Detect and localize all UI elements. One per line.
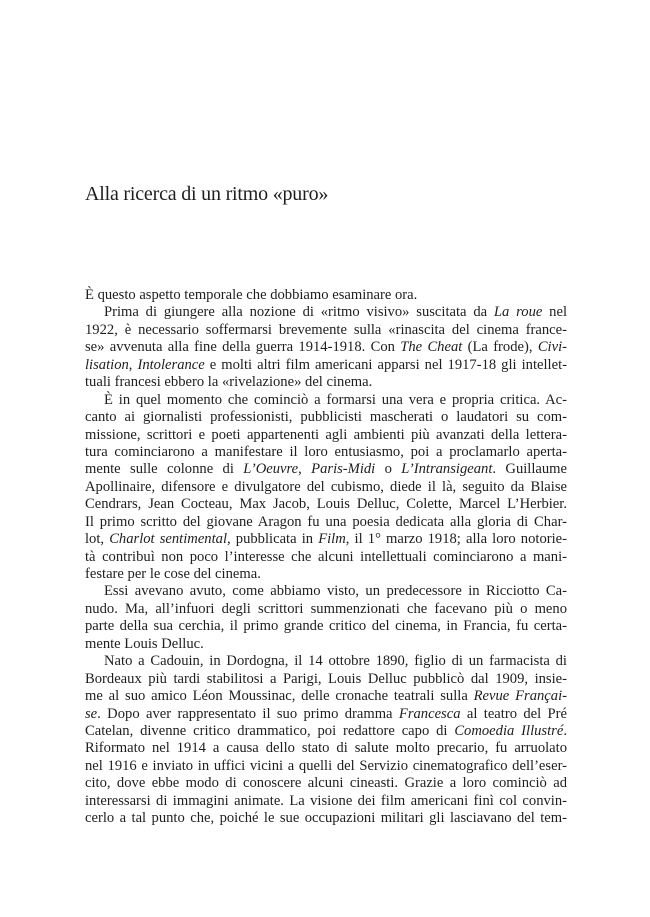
- text-line: [85, 514, 567, 531]
- text-line: [85, 357, 567, 374]
- text-segment: .: [563, 722, 567, 739]
- text-line: [85, 653, 567, 670]
- italic-title: L’Oeuvre: [243, 461, 299, 478]
- text-segment: , il 1° marzo 1918; alla loro notorie-: [345, 531, 568, 548]
- text-line: [85, 740, 567, 757]
- text-segment: , pubblicata in: [227, 531, 319, 548]
- text-segment: Cendrars, Jean Cocteau, Max Jacob, Louis Delluc, Colette, Marcel L’Herbier.: [85, 496, 567, 513]
- text-segment: tà contribuì non poco l’interesse che alcuni intellettuali cominciarono a mani-: [85, 548, 567, 565]
- italic-title: Charlot sentimental: [109, 531, 228, 548]
- text-line: [85, 758, 567, 775]
- italic-title: Civi-: [537, 339, 567, 356]
- text-segment: al teatro del Pré: [460, 705, 567, 722]
- text-segment: Riformato nel 1914 a causa dello stato di salute molto precario, fu arruolato: [85, 740, 567, 757]
- italic-title: L’Intransigeant: [401, 461, 493, 478]
- text-line: [85, 374, 567, 391]
- italic-title: Paris-Midi: [311, 461, 376, 478]
- text-segment: 1922, è necessario soffermarsi brevemente sulla «rinascita del cinema france-: [85, 321, 567, 338]
- text-segment: lot,: [85, 531, 110, 548]
- text-segment: tuali francesi ebbero la «rivelazione» del cinema.: [85, 374, 373, 391]
- text-line: [85, 601, 567, 618]
- italic-title: Francesca: [398, 705, 461, 722]
- text-segment: Essi avevano avuto, come abbiamo visto, un predecessore in Ricciotto Ca-: [104, 583, 567, 600]
- text-segment: È questo aspetto temporale che dobbiamo esaminare ora.: [85, 287, 418, 303]
- text-segment: cito, dove ebbe modo di conoscere alcuni cineasti. Grazie a loro cominciò ad: [85, 775, 567, 792]
- text-line: [85, 793, 567, 810]
- text-line: [85, 810, 567, 827]
- text-segment: ,: [128, 356, 138, 373]
- text-segment: cerlo a tal punto che, poiché le sue occupazioni militari gli lasciavano del tem-: [85, 810, 567, 827]
- text-line: [85, 636, 567, 653]
- text-segment: nel: [542, 304, 567, 321]
- text-segment: mente Louis Delluc.: [85, 635, 204, 652]
- italic-title: Revue Françai-: [473, 688, 567, 705]
- text-segment: nel 1916 e inviato in uffici vicini a quelli del Servizio cinematografico dell’eser-: [85, 757, 567, 774]
- text-line: [85, 339, 567, 356]
- italic-title: The Cheat: [400, 339, 463, 356]
- text-line: [85, 549, 567, 566]
- text-line: [85, 775, 567, 792]
- text-segment: parte della sua cerchia, il primo grande critico del cinema, in Francia, fu certa-: [85, 618, 567, 635]
- text-line: [85, 496, 567, 513]
- text-segment: me al suo amico Léon Moussinac, delle cronache teatrali sulla: [85, 688, 474, 705]
- text-segment: e molti altri film americani apparsi nel 1917-18 gli intellet-: [204, 356, 567, 373]
- text-segment: o: [375, 461, 402, 478]
- italic-title: lisation: [85, 356, 129, 373]
- text-line: [85, 723, 567, 740]
- text-line: [85, 304, 567, 321]
- italic-title: Intolerance: [137, 356, 205, 373]
- text-segment: È in quel momento che cominciò a formarsi una vera e propria critica. Ac-: [104, 391, 567, 408]
- text-line: [85, 444, 567, 461]
- body-text: [85, 287, 567, 828]
- italic-title: Comoedia Illustré: [454, 722, 564, 739]
- italic-title: La roue: [493, 304, 543, 321]
- text-segment: Bordeaux più tardi stabilitosi a Parigi, Louis Delluc pubblicò dal 1909, insie-: [85, 670, 567, 687]
- text-segment: missione, scrittori e poeti appartenenti agli ambienti più avanzati della lettera-: [85, 426, 567, 443]
- text-segment: ,: [298, 461, 312, 478]
- text-line: [85, 566, 567, 583]
- text-line: [85, 392, 567, 409]
- text-line: [85, 322, 567, 339]
- text-segment: . Dopo aver rappresentato il suo primo dramma: [97, 705, 399, 722]
- text-line: [85, 583, 567, 600]
- italic-title: se: [85, 705, 98, 722]
- italic-title: Film: [318, 531, 346, 548]
- text-segment: Prima di giungere alla nozione di «ritmo visivo» suscitata da: [104, 304, 494, 321]
- text-line: [85, 688, 567, 705]
- text-segment: Apollinaire, difensore e divulgatore del cubismo, diede il là, seguito da Blaise: [85, 478, 567, 495]
- text-line: [85, 409, 567, 426]
- text-segment: canto ai giornalisti professionisti, pubblicisti mascherati o laudatori su com-: [85, 409, 567, 426]
- text-line: [85, 479, 567, 496]
- chapter-title: Alla ricerca di un ritmo «puro»: [85, 183, 329, 205]
- text-segment: nudo. Ma, all’infuori degli scrittori summenzionati che facevano più o meno: [85, 600, 567, 617]
- text-line: [85, 287, 567, 304]
- text-line: [85, 427, 567, 444]
- text-segment: Il primo scritto del giovane Aragon fu una poesia dedicata alla gloria di Char-: [85, 513, 567, 530]
- text-segment: mente sulle colonne di: [85, 461, 244, 478]
- text-segment: festare per le cose del cinema.: [85, 566, 261, 582]
- text-segment: interessarsi di immagini animate. La visione dei film americani finì col convin-: [85, 792, 567, 809]
- text-segment: tura cominciarono a manifestare il loro entusiasmo, poi a proclamarlo aperta-: [85, 443, 567, 460]
- text-segment: . Guillaume: [492, 461, 568, 478]
- text-line: [85, 461, 567, 478]
- text-segment: (La frode),: [462, 339, 538, 356]
- text-line: [85, 531, 567, 548]
- text-segment: Nato a Cadouin, in Dordogna, il 14 ottobre 1890, figlio di un farmacista di: [104, 653, 567, 670]
- text-segment: Catelan, divenne critico drammatico, poi redattore capo di: [85, 722, 455, 739]
- text-line: [85, 671, 567, 688]
- text-segment: se» avvenuta alla fine della guerra 1914-1918. Con: [85, 339, 401, 356]
- text-line: [85, 618, 567, 635]
- text-line: [85, 706, 567, 723]
